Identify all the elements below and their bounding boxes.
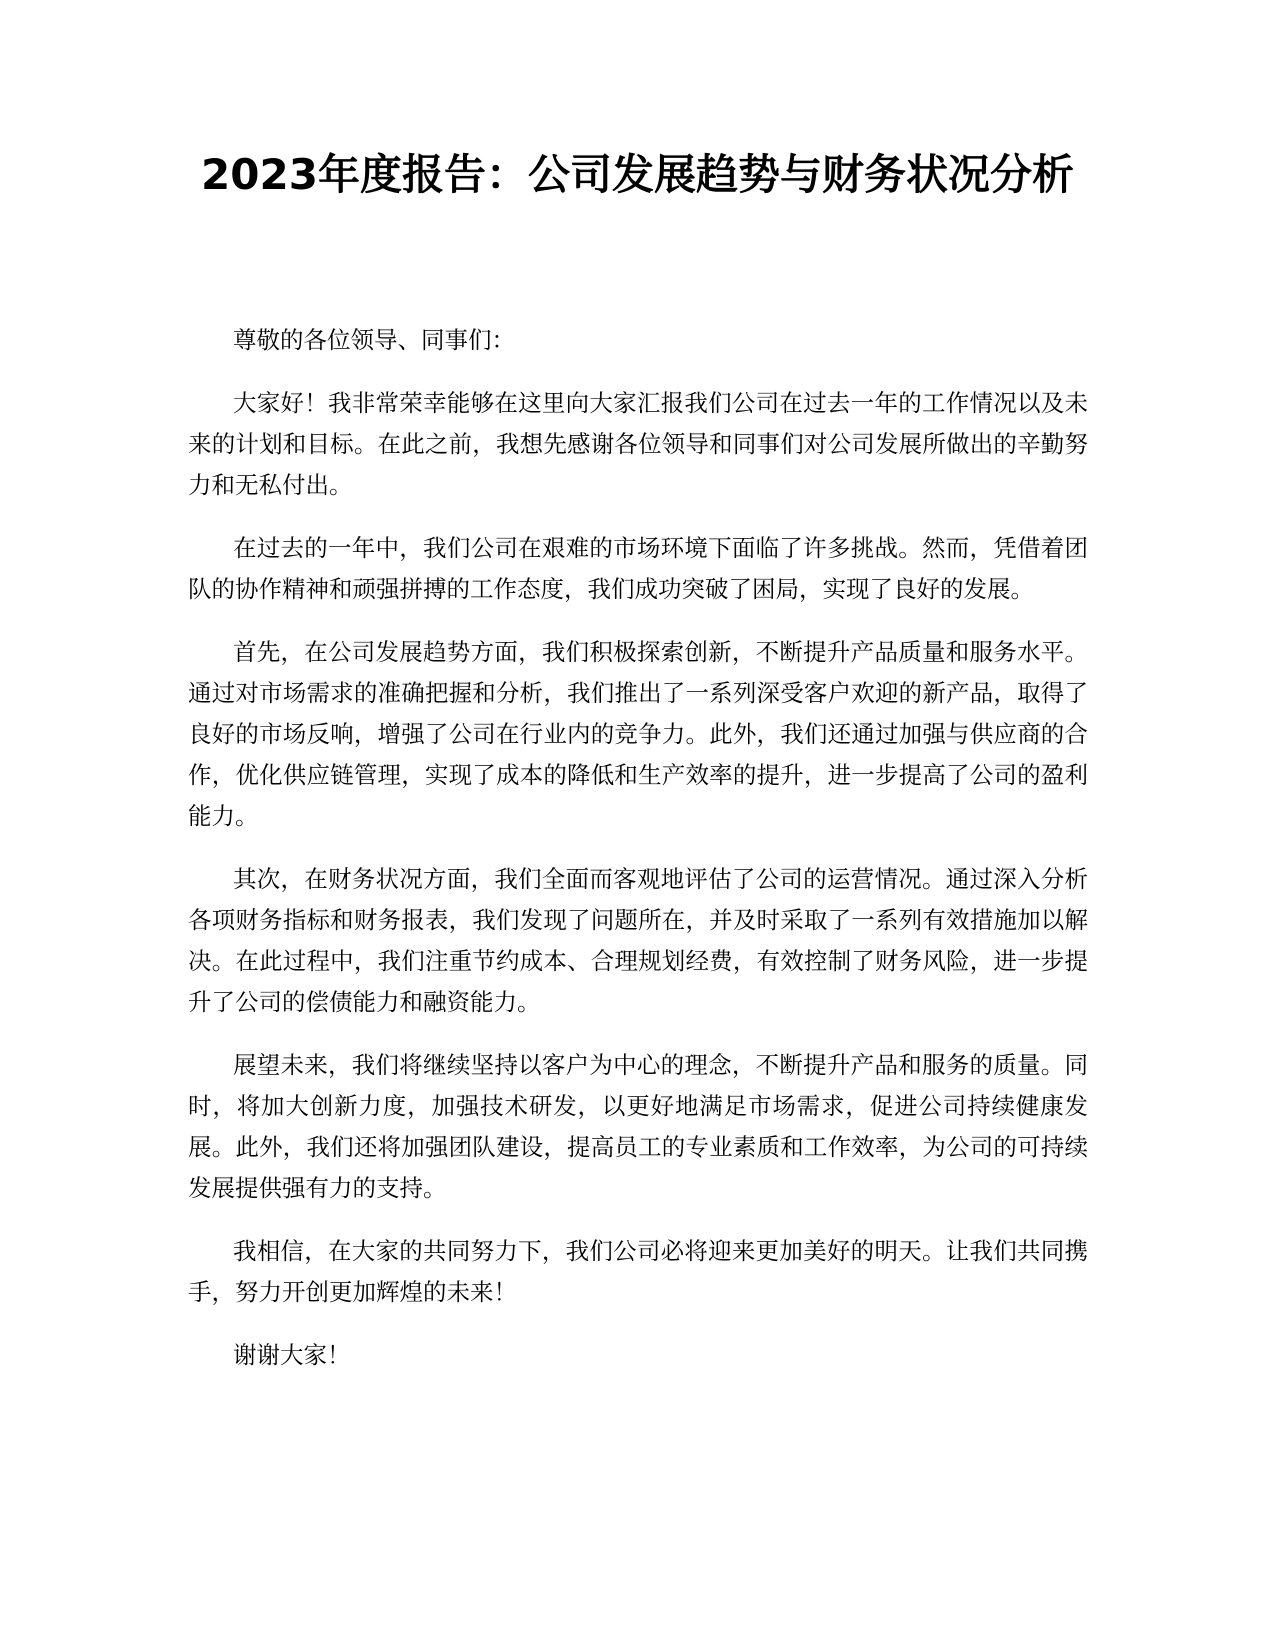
salutation-paragraph: 尊敬的各位领导、同事们： bbox=[233, 326, 515, 354]
body-paragraph: 首先，在公司发展趋势方面，我们积极探索创新，不断提升产品质量和服务水平。通过对市场需求的准确把握和分析，我们推出了一系列深受客户欢迎的新产品，取得了良好的市场反响，增强了公司在行业内的竞争力。此外，我们还通过加强与供应商的合作，优化供应链管理，实现了成本的降低和生产效率的提升，进一步提高了公司的盈利能力。 bbox=[188, 638, 1088, 830]
body-paragraph: 我相信，在大家的共同努力下，我们公司必将迎来更加美好的明天。让我们共同携手，努力开创更加辉煌的未来！ bbox=[188, 1237, 1088, 1306]
body-paragraph: 其次，在财务状况方面，我们全面而客观地评估了公司的运营情况。通过深入分析各项财务指标和财务报表，我们发现了问题所在，并及时采取了一系列有效措施加以解决。在此过程中，我们注重节约成本、合理规划经费，有效控制了财务风险，进一步提升了公司的偿债能力和融资能力。 bbox=[188, 865, 1088, 1016]
document-title: 2023年度报告：公司发展趋势与财务状况分析 bbox=[201, 150, 1074, 199]
document-body bbox=[188, 320, 1088, 1398]
body-paragraph: 大家好！我非常荣幸能够在这里向大家汇报我们公司在过去一年的工作情况以及未来的计划和目标。在此之前，我想先感谢各位领导和同事们对公司发展所做出的辛勤努力和无私付出。 bbox=[188, 389, 1088, 499]
closing-paragraph: 谢谢大家！ bbox=[233, 1341, 351, 1369]
body-paragraph: 展望未来，我们将继续坚持以客户为中心的理念，不断提升产品和服务的质量。同时，将加大创新力度，加强技术研发，以更好地满足市场需求，促进公司持续健康发展。此外，我们还将加强团队建设，提高员工的专业素质和工作效率，为公司的可持续发展提供强有力的支持。 bbox=[188, 1051, 1088, 1202]
body-paragraph: 在过去的一年中，我们公司在艰难的市场环境下面临了许多挑战。然而，凭借着团队的协作精神和顽强拼搏的工作态度，我们成功突破了困局，实现了良好的发展。 bbox=[188, 534, 1088, 603]
